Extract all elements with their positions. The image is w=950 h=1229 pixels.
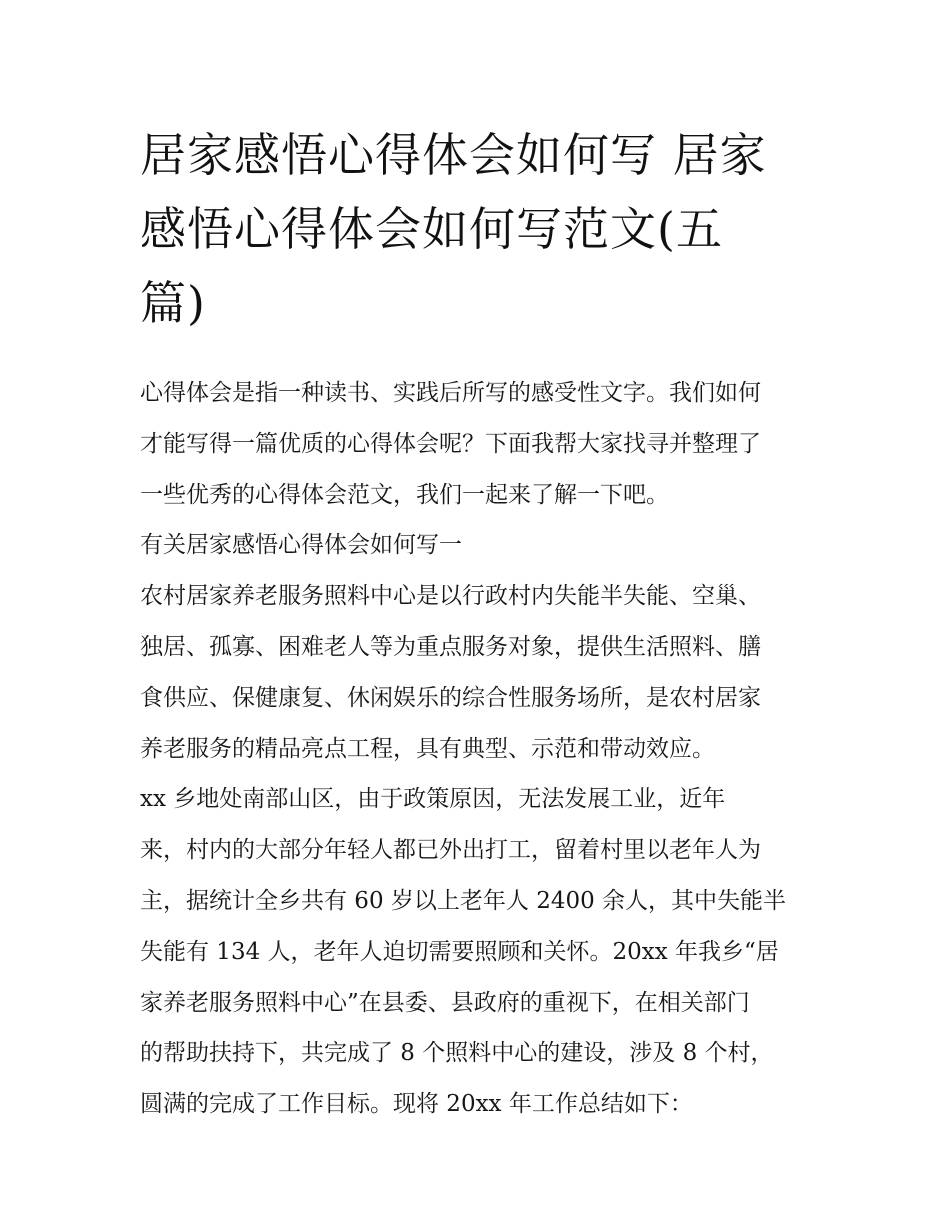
title-line: 感悟心得体会如何写范文(五	[140, 202, 723, 256]
title-line: 篇)	[140, 276, 206, 330]
paragraph-2	[140, 774, 820, 1130]
text-line: 一些优秀的心得体会范文，我们一起来了解一下吧。	[140, 481, 669, 508]
text-line: 的帮助扶持下，共完成了 8 个照料中心的建设，涉及 8 个村，	[140, 1040, 774, 1067]
text-line: 才能写得一篇优质的心得体会呢？下面我帮大家找寻并整理了	[140, 430, 761, 457]
section-heading: 有关居家感悟心得体会如何写一	[140, 532, 462, 559]
document-page	[140, 118, 820, 1130]
title-line: 居家感悟心得体会如何写 居家	[140, 128, 767, 182]
text-line: 失能有 134 人，老年人迫切需要照顾和关怀。20xx 年我乡“居	[140, 938, 779, 965]
text-line: 农村居家养老服务照料中心是以行政村内失能半失能、空巢、	[140, 583, 761, 610]
intro-paragraph	[140, 368, 820, 520]
text-line: 心得体会是指一种读书、实践后所写的感受性文字。我们如何	[140, 380, 761, 406]
document-title	[140, 118, 820, 340]
paragraph-1	[140, 571, 820, 774]
text-line: 家养老服务照料中心”在县委、县政府的重视下，在相关部门	[140, 989, 750, 1016]
text-line: 来，村内的大部分年轻人都已外出打工，留着村里以老年人为	[140, 837, 761, 864]
text-line: 食供应、保健康复、休闲娱乐的综合性服务场所，是农村居家	[140, 684, 761, 711]
text-line: 独居、孤寡、困难老人等为重点服务对象，提供生活照料、膳	[140, 633, 761, 660]
text-line: 养老服务的精品亮点工程，具有典型、示范和带动效应。	[140, 735, 715, 762]
document-body	[140, 368, 820, 1130]
text-line: 圆满的完成了工作目标。现将 20xx 年工作总结如下：	[140, 1091, 693, 1118]
text-line: 主，据统计全乡共有 60 岁以上老年人 2400 余人，其中失能半	[140, 887, 787, 914]
text-line: xx 乡地处南部山区，由于政策原因，无法发展工业，近年	[140, 786, 726, 813]
